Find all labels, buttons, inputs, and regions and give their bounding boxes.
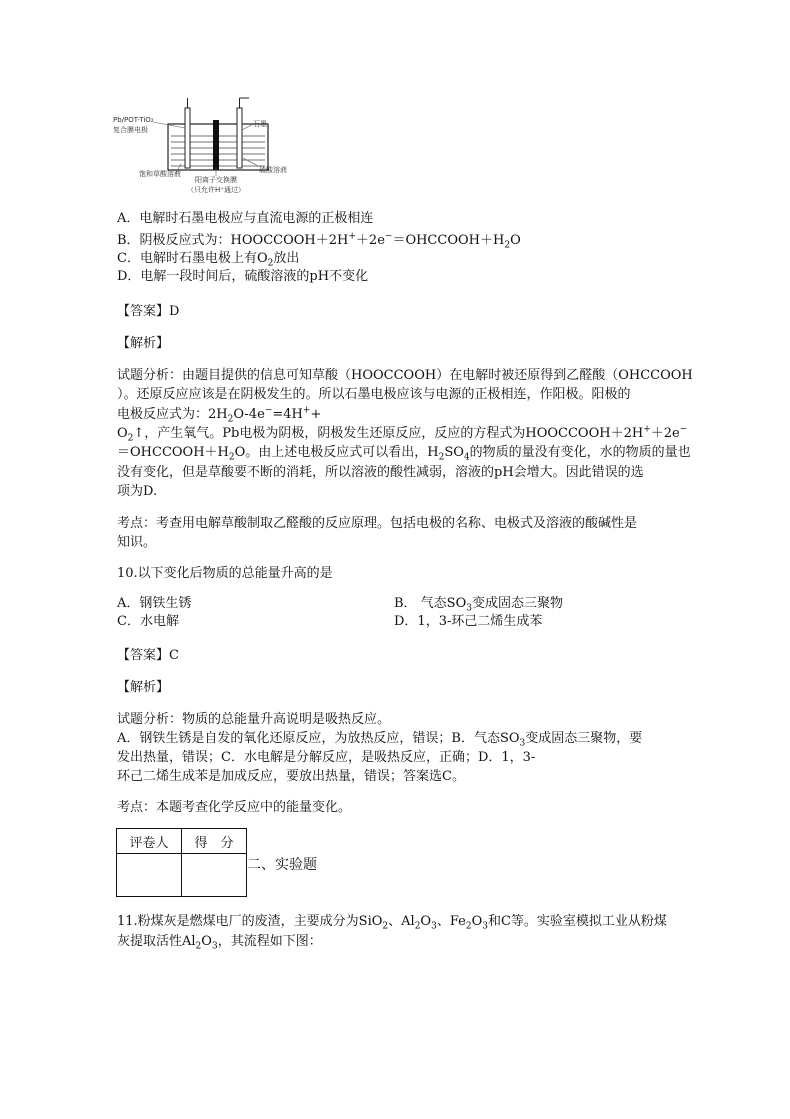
right-electrode bbox=[237, 108, 242, 168]
q10-kaodian: 考点：本题考查化学反应中的能量变化。 bbox=[117, 800, 352, 815]
q9-analysis-line-2: ）。还原反应应该是在阴极发生的。所以石墨电极应该与电源的正极相连，作阳极。阳极的 bbox=[117, 387, 631, 402]
section-title: 二、实验题 bbox=[247, 857, 317, 873]
figure-label-graphite: 石墨 bbox=[253, 120, 267, 128]
q9-option-a: A．电解时石墨电极应与直流电源的正极相连 bbox=[117, 211, 374, 226]
figure-label-membrane-note: （只允许H⁺通过） bbox=[187, 186, 245, 194]
figure-label-membrane: 阳离子交换膜 bbox=[195, 176, 237, 184]
q9-option-c: C．电解时石墨电极上有$O_2$放出 bbox=[117, 251, 300, 269]
left-electrode bbox=[185, 108, 190, 168]
q10-option-a: A．钢铁生锈 bbox=[117, 596, 192, 611]
q10-analysis-line-2: A．钢铁生锈是自发的氧化还原反应，为放热反应，错误；B．气态$SO_3$变成固态三聚物，要 bbox=[117, 731, 643, 749]
q10-analysis-line-1: 试题分析：物质的总能量升高说明是吸热反应。 bbox=[117, 712, 391, 727]
q9-analysis-line-6: 没有变化，但是草酸要不断的消耗，所以溶液的酸性减弱，溶液的pH会增大。因此错误的选 bbox=[117, 465, 644, 480]
q9-analysis-line-1: 试题分析：由题目提供的信息可知草酸（HOOCCOOH）在电解时被还原得到乙醛酸（OHCCOOH bbox=[117, 368, 693, 383]
figure-label-sulfuric-acid: 硫酸溶液 bbox=[259, 166, 287, 174]
electrolysis-diagram bbox=[113, 94, 303, 196]
cation-exchange-membrane bbox=[213, 120, 219, 170]
score-table-grader-cell bbox=[117, 854, 182, 897]
q10-option-d: D．1，3-环己二烯生成苯 bbox=[394, 614, 543, 629]
q11-line-2: 灰提取活性$Al_2O_3$，其流程如下图： bbox=[117, 934, 322, 952]
score-table-header-grader: 评卷人 bbox=[117, 829, 182, 854]
q9-analysis-line-7: 项为D. bbox=[117, 484, 158, 499]
figure-label-left-1: Pb/POT-TiO₂ bbox=[113, 116, 154, 124]
q11-line-1: 11.粉煤灰是燃煤电厂的废渣，主要成分为SiO$_2$、$Al_2O_3$、$Fe_2O_3$和C等。实验室模拟工业从粉煤 bbox=[117, 914, 667, 932]
score-table-score-cell bbox=[182, 854, 247, 897]
score-table bbox=[116, 828, 247, 897]
q9-kaodian-line-1: 考点：考查用电解草酸制取乙醛酸的反应原理。包括电极的名称、电极式及溶液的酸碱性是 bbox=[117, 516, 638, 531]
q9-analysis-title: 【解析】 bbox=[117, 336, 170, 351]
q9-kaodian-line-2: 知识。 bbox=[117, 535, 157, 550]
q9-analysis-line-5: $=OHCCOOH+H_2O$。由上述电极反应式可以看出，$H_2SO_4$的物质的量没有变化，水的物质的量也 bbox=[117, 445, 691, 463]
q10-analysis-line-3: 发出热量，错误；C．水电解是分解反应，是吸热反应，正确；D．1，3- bbox=[117, 750, 536, 765]
q9-analysis-line-4: $O_2↑$，产生氧气。Pb电极为阴极，阴极发生还原反应，反应的方程式为HOOCCOOH＋2H+＋2e− bbox=[117, 424, 688, 444]
q9-analysis-line-3: 电极反应式为：$2H_2O-4e^-=4H^++$ bbox=[117, 405, 322, 425]
figure-label-oxalic-acid: 饱和草酸溶液 bbox=[139, 170, 181, 178]
q10-stem: 10.以下变化后物质的总能量升高的是 bbox=[117, 566, 333, 581]
q10-analysis-line-4: 环己二烯生成苯是加成反应，要放出热量，错误；答案选C。 bbox=[117, 769, 465, 784]
q10-analysis-title: 【解析】 bbox=[117, 680, 170, 695]
q9-option-d: D．电解一段时间后，硫酸溶液的pH不变化 bbox=[117, 269, 369, 284]
q10-option-b: B． 气态$SO_3$变成固态三聚物 bbox=[394, 596, 563, 614]
q9-option-b: B．阴极反应式为：$HOOCCOOH+2H^++2e^-=OHCCOOH+H_2O$ bbox=[117, 231, 521, 251]
score-table-header-score: 得 分 bbox=[182, 829, 247, 854]
figure-label-left-2: 复合膜电极 bbox=[113, 126, 148, 134]
q10-answer: 【答案】C bbox=[117, 648, 179, 663]
q10-option-c: C．水电解 bbox=[117, 614, 179, 629]
q9-answer: 【答案】D bbox=[117, 304, 180, 319]
